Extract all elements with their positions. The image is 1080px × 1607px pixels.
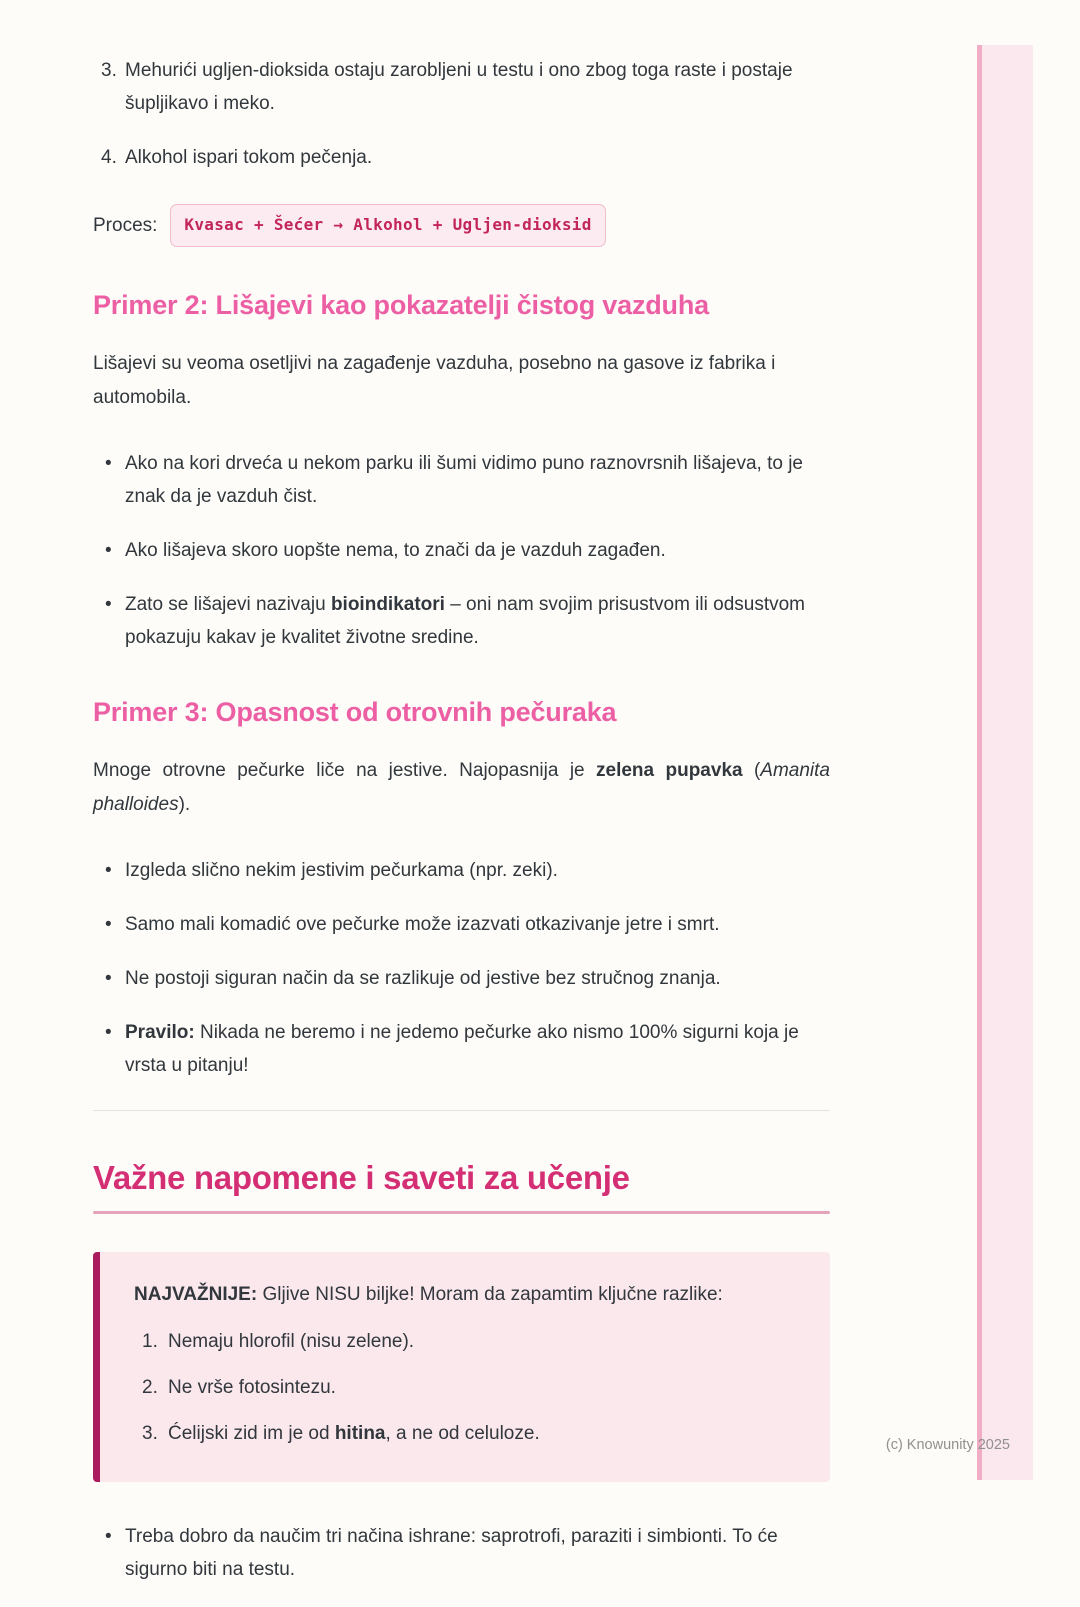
section-divider (93, 1110, 830, 1111)
bullet-marker: • (105, 914, 112, 935)
bullet-text (125, 1016, 830, 1082)
list-number: 2. (142, 1377, 158, 1398)
bullet-text (125, 588, 830, 654)
list-number: 4. (101, 147, 117, 168)
bullet-text: Samo mali komadić ove pečurke može izazvati otkazivanje jetre i smrt. (125, 914, 720, 935)
bullet-item (93, 447, 830, 513)
bullet-marker: • (105, 594, 112, 615)
bullet-text: Ako lišajeva skoro uopšte nema, to znači da je vazduh zagađen. (125, 540, 666, 561)
bullet-text-bold: bioindikatori (330, 594, 445, 615)
process-row (93, 204, 830, 247)
numbered-item (93, 141, 830, 174)
list-number: 3. (142, 1423, 158, 1444)
list-number: 3. (101, 60, 117, 81)
bullet-item (93, 908, 830, 941)
bullet-marker: • (105, 860, 112, 881)
numbered-item (93, 54, 830, 120)
section-heading-primer2: Primer 2: Lišajevi kao pokazatelji čistog vazduha (93, 290, 709, 320)
intro-normal: Mnoge otrovne pečurke liče na jestive. Najopasnija je (93, 760, 597, 781)
document-content-column (93, 0, 830, 1607)
numbered-list-top (93, 0, 830, 174)
bullet-text: Izgleda slično nekim jestivim pečurkama (npr. zeki). (125, 860, 558, 881)
bullet-item (93, 534, 830, 567)
bullet-text: Ako na kori drveća u nekom parku ili šumi vidimo puno raznovrsnih lišajeva, to je znak da je vazduh čist. (125, 453, 803, 507)
bullet-item (93, 1016, 830, 1082)
process-label: Proces: (93, 215, 158, 236)
bullet-text-normal: – oni nam svojim prisustvom ili odsustvom pokazuju kakav je kvalitet životne sredine. (125, 594, 806, 648)
copyright-watermark: (c) Knowunity 2025 (885, 1437, 1010, 1453)
note-text-bold: hitina (334, 1423, 386, 1444)
bullet-text-normal: Zato se lišajevi nazivaju (125, 594, 331, 615)
main-heading-notes: Važne napomene i saveti za učenje (93, 1159, 630, 1196)
main-heading-underline (93, 1211, 830, 1214)
numbered-item-text: Alkohol ispari tokom pečenja. (125, 147, 373, 168)
note-title-line (134, 1278, 800, 1311)
bullet-marker: • (105, 968, 112, 989)
bullet-text: Treba dobro da naučim tri načina ishrane: saprotrofi, paraziti i simbionti. To će sigurno biti na testu. (125, 1526, 778, 1580)
bullet-marker: • (105, 540, 112, 561)
note-text-normal: Ne vrše fotosintezu. (168, 1377, 336, 1398)
note-item-text (168, 1325, 414, 1358)
bullet-item (93, 1520, 830, 1586)
bullet-marker: • (105, 1022, 112, 1043)
bullet-item (93, 962, 830, 995)
study-tips-bullet-list (93, 1520, 830, 1586)
important-note-callout (93, 1252, 830, 1482)
bullet-text-normal: Nikada ne beremo i ne jedemo pečurke ako nismo 100% sigurni koja je vrsta u pitanju! (125, 1022, 799, 1076)
primer2-bullet-list (93, 447, 830, 654)
intro-normal: ( (742, 760, 761, 781)
numbered-item-text: Mehurići ugljen-dioksida ostaju zarobljeni u testu i ono zbog toga raste i postaje šupljikavo i meko. (125, 60, 793, 114)
side-accent-stripe-fill (982, 45, 1033, 1480)
intro-normal: ). (178, 794, 191, 815)
note-text-normal: Nemaju hlorofil (nisu zelene). (168, 1331, 415, 1352)
note-list-item (134, 1371, 800, 1404)
note-list-item (134, 1325, 800, 1358)
bullet-marker: • (105, 453, 112, 474)
note-text-normal: Ćelijski zid im je od (168, 1423, 335, 1444)
intro-bold: zelena pupavka (596, 760, 743, 781)
note-title-rest: Gljive NISU biljke! Moram da zapamtim ključne razlike: (257, 1284, 723, 1305)
note-numbered-list (134, 1325, 800, 1450)
primer3-intro-paragraph (93, 754, 830, 822)
intro-species-italic: Amanita phalloides (93, 760, 830, 815)
list-number: 1. (142, 1331, 158, 1352)
primer2-intro-paragraph: Lišajevi su veoma osetljivi na zagađenje vazduha, posebno na gasove iz fabrika i automobila. (93, 353, 776, 408)
note-item-text (168, 1371, 336, 1404)
bullet-item (93, 854, 830, 887)
note-text-normal: , a ne od celuloze. (385, 1423, 540, 1444)
note-title-bold: NAJVAŽNIJE: (134, 1284, 258, 1305)
process-formula-chip: Kvasac + Šećer → Alkohol + Ugljen-dioksid (170, 204, 605, 247)
primer3-bullet-list (93, 854, 830, 1082)
side-accent-stripe-line (977, 45, 982, 1480)
section-heading-primer3: Primer 3: Opasnost od otrovnih pečuraka (93, 697, 617, 727)
bullet-text: Ne postoji siguran način da se razlikuje od jestive bez stručnog znanja. (125, 968, 721, 989)
note-list-item (134, 1417, 800, 1450)
bullet-marker: • (105, 1526, 112, 1547)
bullet-text-bold: Pravilo: (125, 1022, 195, 1043)
note-item-text (168, 1417, 540, 1450)
bullet-item (93, 588, 830, 654)
